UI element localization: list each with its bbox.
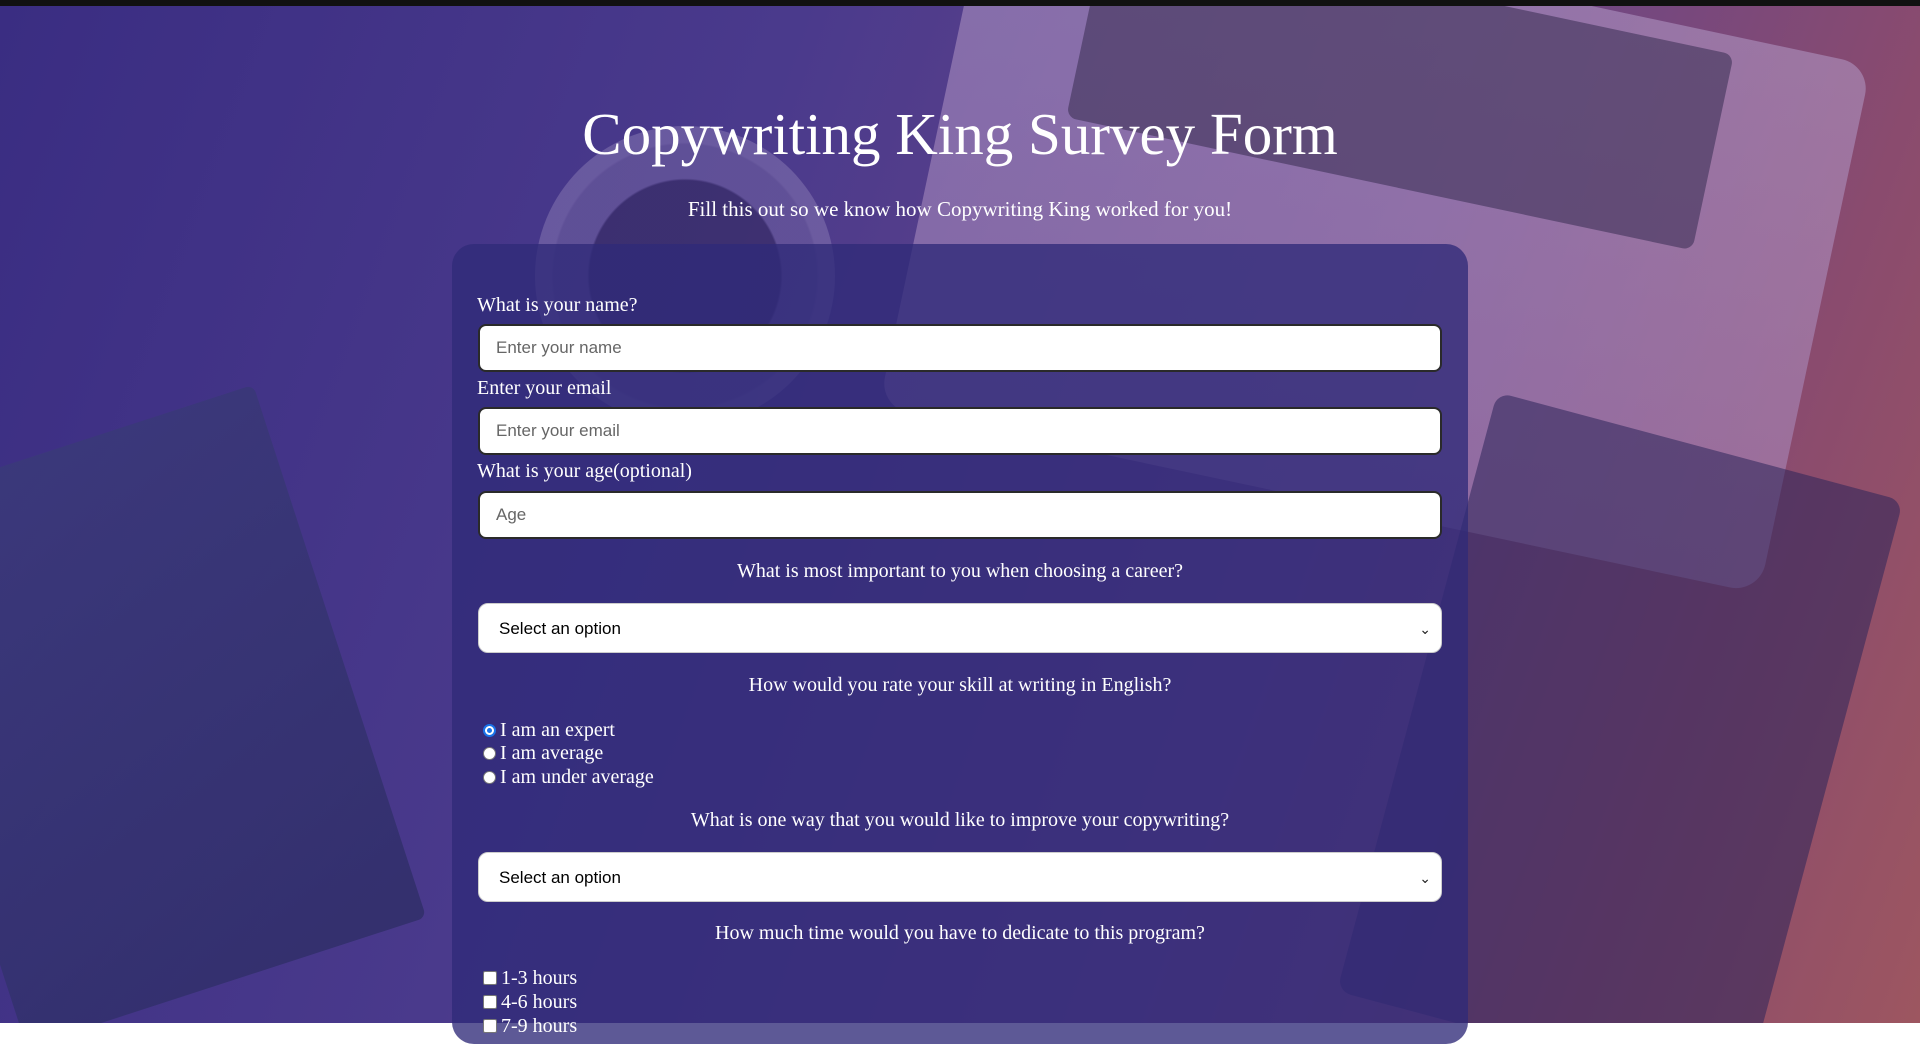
time-option-label: 4-6 hours xyxy=(501,990,578,1013)
time-option-7-9[interactable] xyxy=(483,1015,577,1037)
page-description: Fill this out so we know how Copywriting King worked for you! xyxy=(687,197,1233,221)
chevron-down-icon: ⌄ xyxy=(1419,621,1431,637)
improve-question: What is one way that you would like to improve your copywriting? xyxy=(690,809,1230,831)
page-title: Copywriting King Survey Form xyxy=(582,101,1338,167)
time-question: How much time would you have to dedicate to this program? xyxy=(715,922,1205,944)
career-select-value: Select an option xyxy=(499,619,621,638)
time-option-4-6[interactable] xyxy=(483,991,577,1013)
career-select[interactable] xyxy=(478,603,1442,653)
skill-option-label: I am under average xyxy=(500,765,654,788)
career-question: What is most important to you when choosing a career? xyxy=(737,560,1183,582)
radio-button[interactable] xyxy=(483,747,496,760)
radio-button[interactable] xyxy=(483,724,496,737)
skill-option-label: I am average xyxy=(500,741,604,764)
time-option-label: 1-3 hours xyxy=(501,966,578,989)
background-book xyxy=(0,385,426,1023)
skill-question: How would you rate your skill at writing in English? xyxy=(748,674,1172,696)
improve-select[interactable] xyxy=(478,852,1442,902)
email-label: Enter your email xyxy=(477,377,612,399)
radio-button[interactable] xyxy=(483,771,496,784)
checkbox[interactable] xyxy=(483,995,497,1009)
skill-option-expert[interactable] xyxy=(483,719,615,741)
email-input[interactable] xyxy=(478,407,1442,455)
age-input[interactable] xyxy=(478,491,1442,539)
checkbox[interactable] xyxy=(483,971,497,985)
name-label: What is your name? xyxy=(477,294,638,316)
time-option-1-3[interactable] xyxy=(483,967,577,989)
checkbox[interactable] xyxy=(483,1019,497,1033)
skill-option-label: I am an expert xyxy=(500,718,615,741)
skill-option-average[interactable] xyxy=(483,742,603,764)
improve-select-value: Select an option xyxy=(499,868,621,887)
chevron-down-icon: ⌄ xyxy=(1419,870,1431,886)
skill-option-under-average[interactable] xyxy=(483,766,654,788)
age-label: What is your age(optional) xyxy=(477,460,692,482)
time-option-label: 7-9 hours xyxy=(501,1014,578,1037)
name-input[interactable] xyxy=(478,324,1442,372)
